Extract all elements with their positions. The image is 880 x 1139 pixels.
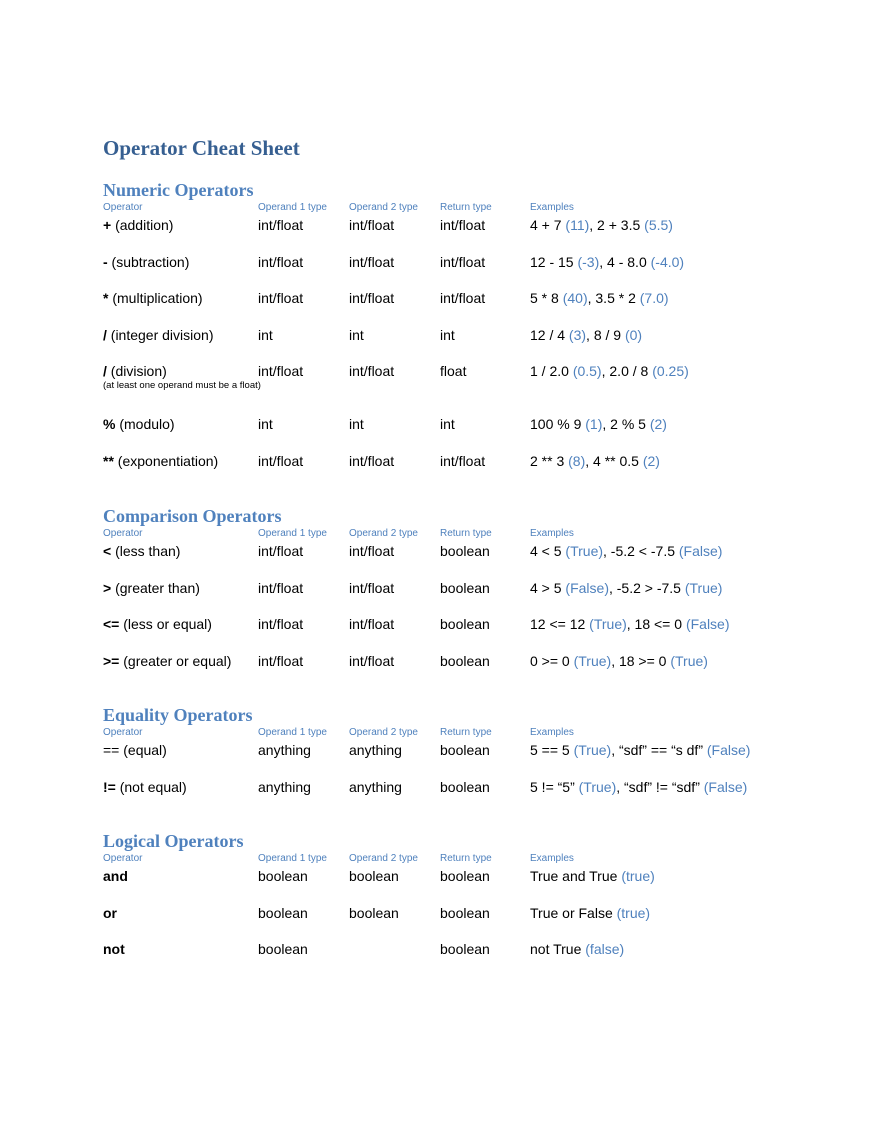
operator-symbol: ==	[103, 742, 120, 758]
operator-name: (integer division)	[106, 326, 214, 343]
example-result: (7.0)	[639, 290, 669, 306]
column-header-operator: Operator	[103, 727, 143, 738]
operator-name: (addition)	[111, 217, 174, 233]
example-cell	[530, 777, 747, 797]
example-result: (-3)	[577, 253, 600, 270]
return-type: int/float	[440, 217, 486, 233]
operand2-type: int	[349, 326, 364, 343]
column-header-operand1: Operand 1 type	[258, 202, 327, 213]
column-header-operator: Operator	[103, 853, 143, 864]
operator-cell	[103, 325, 214, 345]
section-title: Logical Operators	[103, 831, 244, 851]
column-header-operand2: Operand 2 type	[349, 528, 418, 539]
operand2-type: int/float	[349, 579, 395, 596]
operand1-type: int/float	[258, 363, 304, 379]
example-expr: , -5.2 > -7.5	[608, 579, 685, 596]
example-expr: , 18 >= 0	[611, 652, 671, 669]
example-cell	[530, 578, 722, 598]
operator-name: (less than)	[111, 543, 181, 559]
column-header-return: Return type	[440, 853, 492, 864]
example-cell	[530, 252, 684, 272]
operator-name: (subtraction)	[107, 253, 190, 270]
example-cell	[530, 325, 642, 345]
example-result: (1)	[585, 416, 603, 432]
column-header-operand2: Operand 2 type	[349, 853, 418, 864]
operator-name: (not equal)	[115, 778, 187, 795]
example-expr: , 4 ** 0.5	[585, 452, 643, 469]
example-result: (False)	[703, 778, 748, 795]
operator-row	[103, 541, 843, 578]
example-expr: , 3.5 * 2	[587, 290, 640, 306]
operand1-type: int/float	[258, 652, 304, 669]
return-type: boolean	[440, 868, 490, 884]
return-type: int/float	[440, 253, 486, 270]
example-expr: True or False	[530, 904, 617, 921]
example-cell	[530, 939, 624, 959]
operator-symbol: !=	[103, 778, 116, 795]
operator-cell	[103, 903, 117, 923]
example-expr: 5 * 8	[530, 290, 563, 306]
page-title: Operator Cheat Sheet	[103, 136, 300, 160]
return-type: int	[440, 416, 455, 432]
operand2-type: int	[349, 416, 364, 432]
column-header-row	[103, 527, 843, 541]
operator-cell	[103, 578, 200, 598]
example-result: (False)	[706, 742, 751, 758]
operand2-type: anything	[349, 742, 402, 758]
operand1-type: boolean	[258, 868, 308, 884]
column-header-operand1: Operand 1 type	[258, 853, 327, 864]
example-cell	[530, 740, 750, 760]
operand1-type: int/float	[258, 543, 304, 559]
operator-cell	[103, 541, 180, 561]
column-header-return: Return type	[440, 528, 492, 539]
section-comparison	[103, 505, 843, 687]
example-expr: 12 <= 12	[530, 616, 590, 632]
example-result: (False)	[685, 616, 730, 632]
operator-symbol: %	[103, 416, 116, 432]
operator-symbol: -	[103, 253, 108, 270]
operator-cell	[103, 614, 212, 634]
operand2-type: int/float	[349, 652, 395, 669]
example-result: (False)	[565, 579, 609, 596]
return-type: int/float	[440, 452, 486, 469]
example-expr: 5 != “5”	[530, 778, 579, 795]
example-result: (True)	[578, 778, 617, 795]
operator-symbol: or	[103, 904, 117, 921]
example-result: (True)	[684, 579, 723, 596]
column-header-return: Return type	[440, 727, 492, 738]
operator-symbol: **	[103, 452, 114, 469]
example-expr: , 4 - 8.0	[599, 253, 651, 270]
operator-symbol: /	[103, 363, 107, 379]
example-cell	[530, 215, 673, 235]
example-cell	[530, 451, 660, 471]
column-header-examples: Examples	[530, 727, 574, 738]
column-header-operand1: Operand 1 type	[258, 727, 327, 738]
example-expr: , 2 % 5	[602, 416, 650, 432]
section-title: Equality Operators	[103, 705, 253, 725]
example-expr: , “sdf” != “sdf”	[616, 778, 704, 795]
operator-name: (less or equal)	[119, 616, 212, 632]
example-expr: 4 < 5	[530, 543, 566, 559]
example-result: (0.5)	[572, 363, 602, 379]
operator-cell	[103, 361, 167, 381]
return-type: boolean	[440, 778, 490, 795]
operator-row	[103, 866, 843, 903]
example-result: (False)	[678, 543, 723, 559]
example-result: (3)	[568, 326, 587, 343]
operator-symbol: >=	[103, 652, 120, 669]
operator-name: (multiplication)	[108, 290, 203, 306]
operator-cell	[103, 651, 231, 671]
operator-row	[103, 325, 843, 362]
operand1-type: boolean	[258, 904, 308, 921]
operator-row	[103, 252, 843, 289]
operator-cell	[103, 866, 128, 886]
example-cell	[530, 414, 667, 434]
example-cell	[530, 903, 650, 923]
example-result: (True)	[573, 652, 612, 669]
operand2-type: boolean	[349, 868, 399, 884]
column-header-operand2: Operand 2 type	[349, 202, 418, 213]
example-expr: 5 == 5	[530, 742, 574, 758]
example-expr: , -5.2 < -7.5	[603, 543, 679, 559]
section-title: Numeric Operators	[103, 180, 254, 200]
example-expr: , 18 <= 0	[626, 616, 686, 632]
operator-row	[103, 215, 843, 252]
example-expr: , 2 + 3.5	[589, 217, 645, 233]
column-header-examples: Examples	[530, 853, 574, 864]
operator-row	[103, 903, 843, 940]
column-header-examples: Examples	[530, 202, 574, 213]
return-type: int	[440, 326, 455, 343]
column-header-examples: Examples	[530, 528, 574, 539]
operator-name: (exponentiation)	[113, 452, 219, 469]
example-result: (true)	[621, 868, 655, 884]
column-header-operator: Operator	[103, 528, 143, 539]
operator-row	[103, 361, 843, 414]
return-type: float	[440, 363, 467, 379]
return-type: boolean	[440, 616, 490, 632]
example-cell	[530, 614, 730, 634]
operand2-type: int/float	[349, 363, 395, 379]
example-expr: 0 >= 0	[530, 652, 574, 669]
operand2-type: int/float	[349, 290, 395, 306]
column-header-row	[103, 726, 843, 740]
operator-cell	[103, 451, 218, 471]
example-expr: 4 > 5	[530, 579, 566, 596]
example-expr: , 8 / 9	[586, 326, 625, 343]
example-result: (2)	[642, 452, 660, 469]
operand2-type: anything	[349, 778, 402, 795]
example-expr: 2 ** 3	[530, 452, 569, 469]
example-expr: not True	[530, 941, 586, 957]
operator-symbol: +	[103, 217, 112, 233]
operand1-type: int/float	[258, 217, 304, 233]
operator-row	[103, 777, 843, 814]
example-expr: , 2.0 / 8	[601, 363, 653, 379]
operand2-type: boolean	[349, 904, 399, 921]
operator-cell	[103, 414, 175, 434]
example-result: (-4.0)	[650, 253, 685, 270]
example-cell	[530, 651, 708, 671]
example-result: (true)	[616, 904, 651, 921]
operand1-type: int/float	[258, 452, 304, 469]
operand1-type: anything	[258, 742, 311, 758]
example-result: (8)	[568, 452, 586, 469]
example-result: (True)	[565, 543, 604, 559]
example-expr: True and True	[530, 868, 622, 884]
section-numeric	[103, 179, 843, 487]
example-expr: , “sdf” == “s df”	[611, 742, 707, 758]
return-type: boolean	[440, 904, 490, 921]
operator-row	[103, 939, 843, 976]
return-type: boolean	[440, 652, 490, 669]
operator-note: (at least one operand must be a float)	[103, 380, 261, 391]
example-expr: 12 - 15	[530, 253, 578, 270]
operand1-type: int/float	[258, 616, 304, 632]
example-cell	[530, 541, 722, 561]
operator-row	[103, 651, 843, 688]
column-header-row	[103, 852, 843, 866]
example-cell	[530, 866, 655, 886]
operator-cell	[103, 215, 173, 235]
example-result: (True)	[573, 742, 612, 758]
example-cell	[530, 361, 689, 381]
operator-name: (division)	[106, 363, 167, 379]
operand1-type: int/float	[258, 253, 304, 270]
return-type: boolean	[440, 579, 490, 596]
operator-symbol: *	[103, 290, 109, 306]
example-result: (5.5)	[644, 217, 673, 233]
operator-name: (modulo)	[115, 416, 175, 432]
operator-cell	[103, 777, 187, 797]
return-type: boolean	[440, 742, 490, 758]
operator-row	[103, 614, 843, 651]
column-header-operand1: Operand 1 type	[258, 528, 327, 539]
return-type: boolean	[440, 543, 490, 559]
operand2-type: int/float	[349, 253, 395, 270]
operator-symbol: /	[103, 326, 107, 343]
operator-row	[103, 740, 843, 777]
section-title: Comparison Operators	[103, 506, 282, 526]
operator-cell	[103, 740, 167, 760]
return-type: int/float	[440, 290, 486, 306]
operator-cell	[103, 939, 125, 959]
operand1-type: boolean	[258, 941, 308, 957]
example-expr: 12 / 4	[530, 326, 569, 343]
operand2-type: int/float	[349, 452, 395, 469]
operator-symbol: >	[103, 579, 112, 596]
example-expr: 4 + 7	[530, 217, 566, 233]
operand2-type: int/float	[349, 217, 395, 233]
column-header-return: Return type	[440, 202, 492, 213]
operand1-type: int	[258, 416, 273, 432]
example-result: (11)	[565, 217, 590, 233]
example-result: (True)	[589, 616, 627, 632]
return-type: boolean	[440, 941, 490, 957]
operator-name: (equal)	[119, 742, 167, 758]
section-logical	[103, 830, 843, 976]
example-result: (True)	[670, 652, 708, 669]
operator-row	[103, 451, 843, 488]
example-expr: 100 % 9	[530, 416, 586, 432]
operator-name: (greater or equal)	[119, 652, 232, 669]
operator-row	[103, 414, 843, 451]
operator-cell	[103, 252, 189, 272]
column-header-row	[103, 201, 843, 215]
operand2-type: int/float	[349, 616, 395, 632]
operator-symbol: not	[103, 941, 125, 957]
example-result: (false)	[585, 941, 625, 957]
example-result: (40)	[562, 290, 588, 306]
operand1-type: int	[258, 326, 273, 343]
section-equality	[103, 704, 843, 813]
example-expr: 1 / 2.0	[530, 363, 573, 379]
column-header-operator: Operator	[103, 202, 143, 213]
operator-name: (greater than)	[111, 579, 200, 596]
example-result: (2)	[649, 416, 667, 432]
operator-symbol: <=	[103, 616, 120, 632]
operand2-type: int/float	[349, 543, 395, 559]
operator-cell	[103, 288, 203, 308]
operator-row	[103, 578, 843, 615]
operator-symbol: and	[103, 868, 128, 884]
operand1-type: int/float	[258, 290, 304, 306]
operator-symbol: <	[103, 543, 112, 559]
example-result: (0.25)	[652, 363, 689, 379]
operator-row	[103, 288, 843, 325]
operand1-type: anything	[258, 778, 311, 795]
example-result: (0)	[624, 326, 643, 343]
column-header-operand2: Operand 2 type	[349, 727, 418, 738]
example-cell	[530, 288, 669, 308]
operand1-type: int/float	[258, 579, 304, 596]
